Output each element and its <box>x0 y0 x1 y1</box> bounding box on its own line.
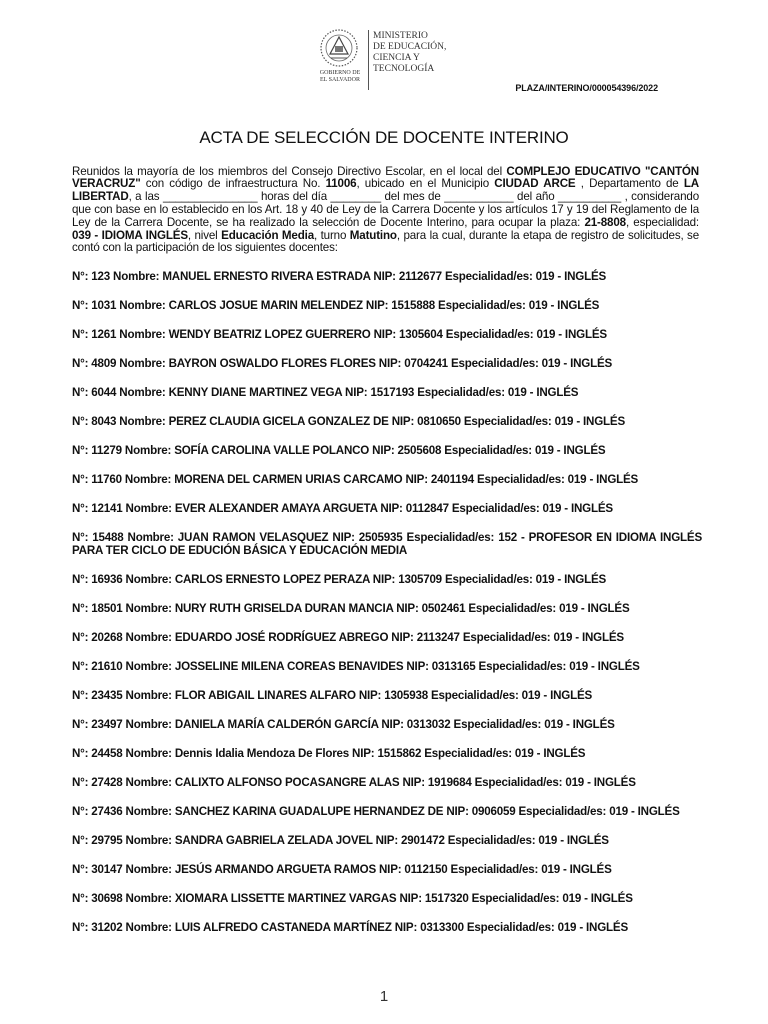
list-item: N°: 18501 Nombre: NURY RUTH GRISELDA DURAN MANCIA NIP: 0502461 Especialidad/es: 019 - INGLÉS <box>72 602 630 615</box>
list-item: N°: 16936 Nombre: CARLOS ERNESTO LOPEZ PERAZA NIP: 1305709 Especialidad/es: 019 - INGLÉS <box>72 573 607 586</box>
specialty: 039 - IDIOMA INGLÉS <box>72 228 188 242</box>
coat-of-arms-icon <box>319 28 359 68</box>
list-item: N°: 21610 Nombre: JOSSELINE MILENA COREAS BENAVIDES NIP: 0313165 Especialidad/es: 019 - INGLÉS <box>72 660 640 673</box>
candidate-list <box>72 270 702 934</box>
infrastructure-code: 11006 <box>325 177 357 191</box>
list-item: N°: 12141 Nombre: EVER ALEXANDER AMAYA ARGUETA NIP: 0112847 Especialidad/es: 019 - INGLÉS <box>72 502 613 515</box>
list-item: N°: 23497 Nombre: DANIELA MARÍA CALDERÓN GARCÍA NIP: 0313032 Especialidad/es: 019 - INGLÉS <box>72 718 615 731</box>
list-item: N°: 30147 Nombre: JESÚS ARMANDO ARGUETA RAMOS NIP: 0112150 Especialidad/es: 019 - INGLÉS <box>72 863 612 876</box>
plaza-code: PLAZA/INTERINO/000054396/2022 <box>515 83 658 93</box>
list-item: N°: 11760 Nombre: MORENA DEL CARMEN URIAS CARCAMO NIP: 2401194 Especialidad/es: 019 - INGLÉS <box>72 473 639 486</box>
school-name: COMPLEJO EDUCATIVO "CANTÓN VERACRUZ" <box>72 164 700 191</box>
list-item: N°: 29795 Nombre: SANDRA GABRIELA ZELADA JOVEL NIP: 2901472 Especialidad/es: 019 - INGLÉS <box>72 834 609 847</box>
list-item: N°: 31202 Nombre: LUIS ALFREDO CASTANEDA MARTÍNEZ NIP: 0313300 Especialidad/es: 019 - INGLÉS <box>72 921 628 934</box>
list-item: N°: 11279 Nombre: SOFÍA CAROLINA VALLE POLANCO NIP: 2505608 Especialidad/es: 019 - INGLÉS <box>72 444 606 457</box>
list-item: N°: 23435 Nombre: FLOR ABIGAIL LINARES ALFARO NIP: 1305938 Especialidad/es: 019 - INGLÉS <box>72 689 593 702</box>
government-label: GOBIERNO DE EL SALVADOR <box>319 70 361 83</box>
department: LA LIBERTAD <box>72 177 700 204</box>
level: Educación Media <box>221 228 314 242</box>
list-item: N°: 4809 Nombre: BAYRON OSWALDO FLORES FLORES NIP: 0704241 Especialidad/es: 019 - INGLÉS <box>72 357 613 370</box>
intro-paragraph: Reunidos la mayoría de los miembros del Consejo Directivo Escolar, en el local del COMPLEJO EDUCATIVO "CANTÓN VERACRUZ" con código de infraestructura No. 11006, ubicado en el Municipio CIUDAD ARCE , Departamento de LA LIBERTAD, a las _______________ horas del día ________ del mes de ___________ del año __________ , considerando que con base en lo establecido en los Art. 18 y 40 de Ley de la Carrera Docente y los artículos 17 y 19 del Reglamento de la Ley de la Carrera Docente, se ha realizado la selección de Docente Interino, para ocupar la plaza: 21-8808, especialidad: 039 - IDIOMA INGLÉS, nivel Educación Media, turno Matutino, para la cual, durante la etapa de registro de solicitudes, se contó con la participación de los siguientes docentes: <box>72 164 700 255</box>
list-item: N°: 27428 Nombre: CALIXTO ALFONSO POCASANGRE ALAS NIP: 1919684 Especialidad/es: 019 - INGLÉS <box>72 776 636 789</box>
header-divider <box>368 30 369 90</box>
document-title: ACTA DE SELECCIÓN DE DOCENTE INTERINO <box>199 128 569 148</box>
list-item: N°: 6044 Nombre: KENNY DIANE MARTINEZ VEGA NIP: 1517193 Especialidad/es: 019 - INGLÉS <box>72 386 579 399</box>
page-number: 1 <box>379 988 389 1005</box>
ministry-name: MINISTERIO DE EDUCACIÓN, CIENCIA Y TECNOLOGÍA <box>373 31 447 74</box>
list-item: N°: 123 Nombre: MANUEL ERNESTO RIVERA ESTRADA NIP: 2112677 Especialidad/es: 019 - INGLÉS <box>72 270 607 283</box>
list-item: N°: 20268 Nombre: EDUARDO JOSÉ RODRÍGUEZ ABREGO NIP: 2113247 Especialidad/es: 019 - INGLÉS <box>72 631 624 644</box>
list-item: N°: 8043 Nombre: PEREZ CLAUDIA GICELA GONZALEZ DE NIP: 0810650 Especialidad/es: 019 - INGLÉS <box>72 415 625 428</box>
ministry-header <box>311 28 471 94</box>
list-item: N°: 30698 Nombre: XIOMARA LISSETTE MARTINEZ VARGAS NIP: 1517320 Especialidad/es: 019 - INGLÉS <box>72 892 633 905</box>
list-item: N°: 1261 Nombre: WENDY BEATRIZ LOPEZ GUERRERO NIP: 1305604 Especialidad/es: 019 - INGLÉS <box>72 328 607 341</box>
list-item: N°: 1031 Nombre: CARLOS JOSUE MARIN MELENDEZ NIP: 1515888 Especialidad/es: 019 - INGLÉS <box>72 299 600 312</box>
plaza-number: 21-8808 <box>584 215 626 229</box>
shift: Matutino <box>349 228 397 242</box>
list-item: N°: 15488 Nombre: JUAN RAMON VELASQUEZ NIP: 2505935 Especialidad/es: 152 - PROFESOR EN IDIOMA INGLÉS PARA TER CICLO DE EDUCIÓN BÁSICA Y EDUCACIÓN MEDIA <box>72 531 702 557</box>
list-item: N°: 27436 Nombre: SANCHEZ KARINA GUADALUPE HERNANDEZ DE NIP: 0906059 Especialidad/es: 019 - INGLÉS <box>72 805 680 818</box>
list-item: N°: 24458 Nombre: Dennis Idalia Mendoza De Flores NIP: 1515862 Especialidad/es: 019 - INGLÉS <box>72 747 586 760</box>
municipality: CIUDAD ARCE <box>494 177 576 191</box>
